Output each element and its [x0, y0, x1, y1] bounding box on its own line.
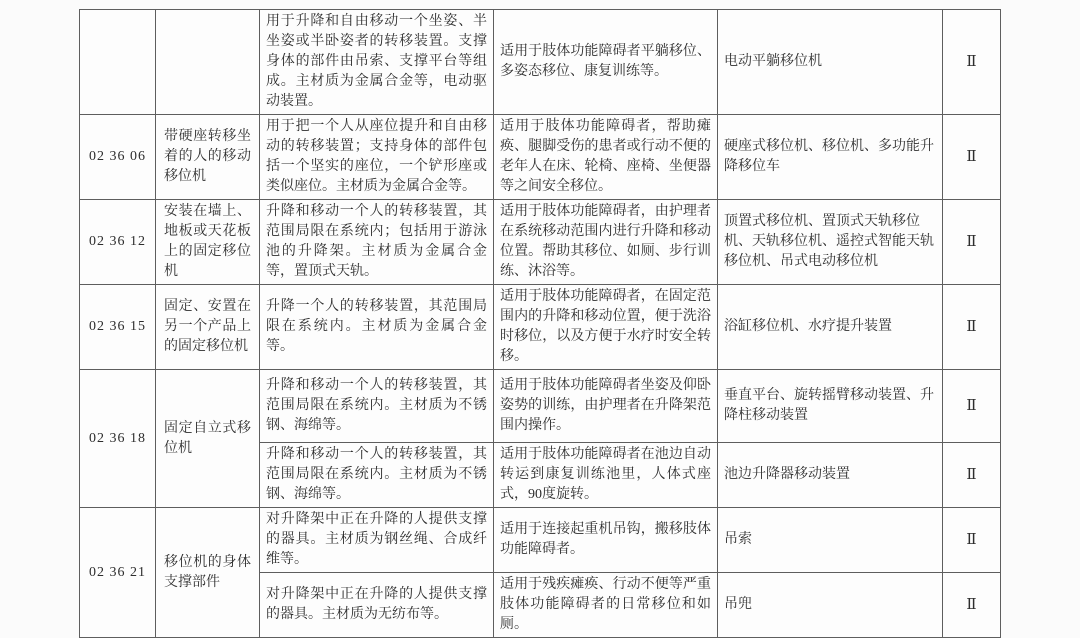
table-row — [80, 10, 1001, 115]
examples-cell: 吊索 — [718, 508, 943, 573]
description-cell: 升降和移动一个人的转移装置，其范围局限在系统内。主材质为不锈钢、海绵等。 — [260, 370, 494, 443]
class-cell: Ⅱ — [943, 200, 1001, 285]
description-cell: 对升降架中正在升降的人提供支撑的器具。主材质为钢丝绳、合成纤维等。 — [260, 508, 494, 573]
examples-cell: 浴缸移位机、水疗提升装置 — [718, 285, 943, 370]
description-cell: 升降和移动一个人的转移装置，其范围局限在系统内；包括用于游泳池的升降架。主材质为金属合金等，置顶式天轨。 — [260, 200, 494, 285]
description-cell: 用于把一个人从座位提升和自由移动的转移装置；支持身体的部件包括一个坚实的座位，一个铲形座或类似座位。主材质为金属合金等。 — [260, 115, 494, 200]
name-cell: 安装在墙上、地板或天花板上的固定移位机 — [156, 200, 260, 285]
code-cell: 02 36 18 — [80, 370, 156, 508]
class-cell: Ⅱ — [943, 370, 1001, 443]
code-cell: 02 36 12 — [80, 200, 156, 285]
class-cell: Ⅱ — [943, 10, 1001, 115]
table-row — [80, 115, 1001, 200]
description-cell: 用于升降和自由移动一个坐姿、半坐姿或半卧姿者的转移装置。支撑身体的部件由吊索、支撑平台等组成。主材质为金属合金等，电动驱动装置。 — [260, 10, 494, 115]
application-cell: 适用于肢体功能障碍者，在固定范围内的升降和移动位置，便于洗浴时移位，以及方便于水疗时安全转移。 — [494, 285, 718, 370]
name-cell: 带硬座转移坐着的人的移动移位机 — [156, 115, 260, 200]
examples-cell: 电动平躺移位机 — [718, 10, 943, 115]
name-cell: 固定自立式移位机 — [156, 370, 260, 508]
code-cell: 02 36 21 — [80, 508, 156, 638]
description-cell: 升降一个人的转移装置，其范围局限在系统内。主材质为金属合金等。 — [260, 285, 494, 370]
code-cell — [80, 10, 156, 115]
class-cell: Ⅱ — [943, 508, 1001, 573]
name-cell: 移位机的身体支撑部件 — [156, 508, 260, 638]
description-cell: 对升降架中正在升降的人提供支撑的器具。主材质为无纺布等。 — [260, 573, 494, 638]
application-cell: 适用于残疾瘫痪、行动不便等严重肢体功能障碍者的日常移位和如厕。 — [494, 573, 718, 638]
application-cell: 适用于连接起重机吊钩，搬移肢体功能障碍者。 — [494, 508, 718, 573]
device-classification-table — [79, 9, 1001, 638]
examples-cell: 吊兜 — [718, 573, 943, 638]
name-cell — [156, 10, 260, 115]
examples-cell: 池边升降器移动装置 — [718, 443, 943, 508]
application-cell: 适用于肢体功能障碍者平躺移位、多姿态移位、康复训练等。 — [494, 10, 718, 115]
table-row — [80, 508, 1001, 573]
class-cell: Ⅱ — [943, 443, 1001, 508]
application-cell: 适用于肢体功能障碍者坐姿及仰卧姿势的训练，由护理者在升降架范围内操作。 — [494, 370, 718, 443]
application-cell: 适用于肢体功能障碍者，由护理者在系统移动范围内进行升降和移动位置。帮助其移位、如厕、步行训练、沐浴等。 — [494, 200, 718, 285]
examples-cell: 垂直平台、旋转摇臂移动装置、升降柱移动装置 — [718, 370, 943, 443]
application-cell: 适用于肢体功能障碍者，帮助瘫痪、腿脚受伤的患者或行动不便的老年人在床、轮椅、座椅、坐便器等之间安全移位。 — [494, 115, 718, 200]
table-row — [80, 200, 1001, 285]
code-cell: 02 36 06 — [80, 115, 156, 200]
code-cell: 02 36 15 — [80, 285, 156, 370]
table-row — [80, 285, 1001, 370]
examples-cell: 硬座式移位机、移位机、多功能升降移位车 — [718, 115, 943, 200]
class-cell: Ⅱ — [943, 115, 1001, 200]
table-row — [80, 370, 1001, 443]
examples-cell: 顶置式移位机、置顶式天轨移位机、天轨移位机、遥控式智能天轨移位机、吊式电动移位机 — [718, 200, 943, 285]
class-cell: Ⅱ — [943, 573, 1001, 638]
name-cell: 固定、安置在另一个产品上的固定移位机 — [156, 285, 260, 370]
description-cell: 升降和移动一个人的转移装置，其范围局限在系统内。主材质为不锈钢、海绵等。 — [260, 443, 494, 508]
application-cell: 适用于肢体功能障碍者在池边自动转运到康复训练池里，人体式座式，90度旋转。 — [494, 443, 718, 508]
class-cell: Ⅱ — [943, 285, 1001, 370]
